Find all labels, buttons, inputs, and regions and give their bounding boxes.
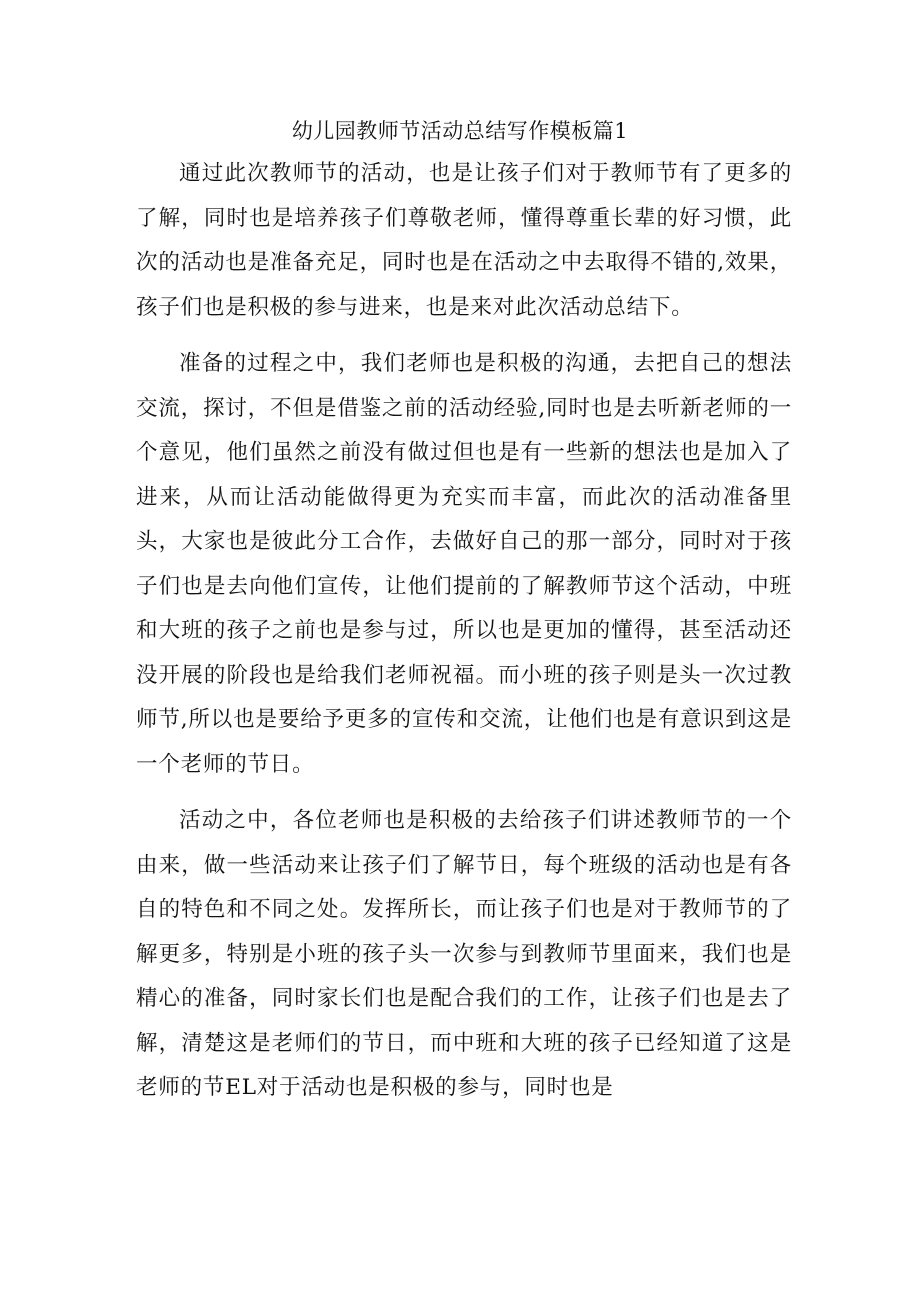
document-title: 幼儿园教师节活动总结写作模板篇1	[291, 119, 629, 143]
paragraph-preparation: 准备的过程之中，我们老师也是积极的沟通，去把自己的想法交流，探讨，不但是借鉴之前的活动经验,同时也是去听新老师的一个意见，他们虽然之前没有做过但也是有一些新的想法也是加入了进来，从而让活动能做得更为充实而丰富，而此次的活动准备里头，大家也是彼此分工合作，去做好自己的那一部分，同时对于孩子们也是去向他们宣传，让他们提前的了解教师节这个活动，中班和大班的孩子之前也是参与过，所以也是更加的懂得，甚至活动还没开展的阶段也是给我们老师祝福。而小班的孩子则是头一次过教师节,所以也是要给予更多的宣传和交流，让他们也是有意识到这是一个老师的节日。	[136, 351, 792, 777]
document-body	[136, 152, 792, 1123]
paragraph-activity: 活动之中，各位老师也是积极的去给孩子们讲述教师节的一个由来，做一些活动来让孩子们了解节日，每个班级的活动也是有各自的特色和不同之处。发挥所长，而让孩子们也是对于教师节的了解更多，特别是小班的孩子头一次参与到教师节里面来，我们也是精心的准备，同时家长们也是配合我们的工作，让孩子们也是去了解，清楚这是老师们的节日，而中班和大班的孩子已经知道了这是老师的节EL对于活动也是积极的参与，同时也是	[136, 808, 792, 1100]
paragraph-intro: 通过此次教师节的活动，也是让孩子们对于教师节有了更多的了解，同时也是培养孩子们尊敬老师，懂得尊重长辈的好习惯，此次的活动也是准备充足，同时也是在活动之中去取得不错的,效果，孩子们也是积极的参与进来，也是来对此次活动总结下。	[136, 161, 792, 320]
